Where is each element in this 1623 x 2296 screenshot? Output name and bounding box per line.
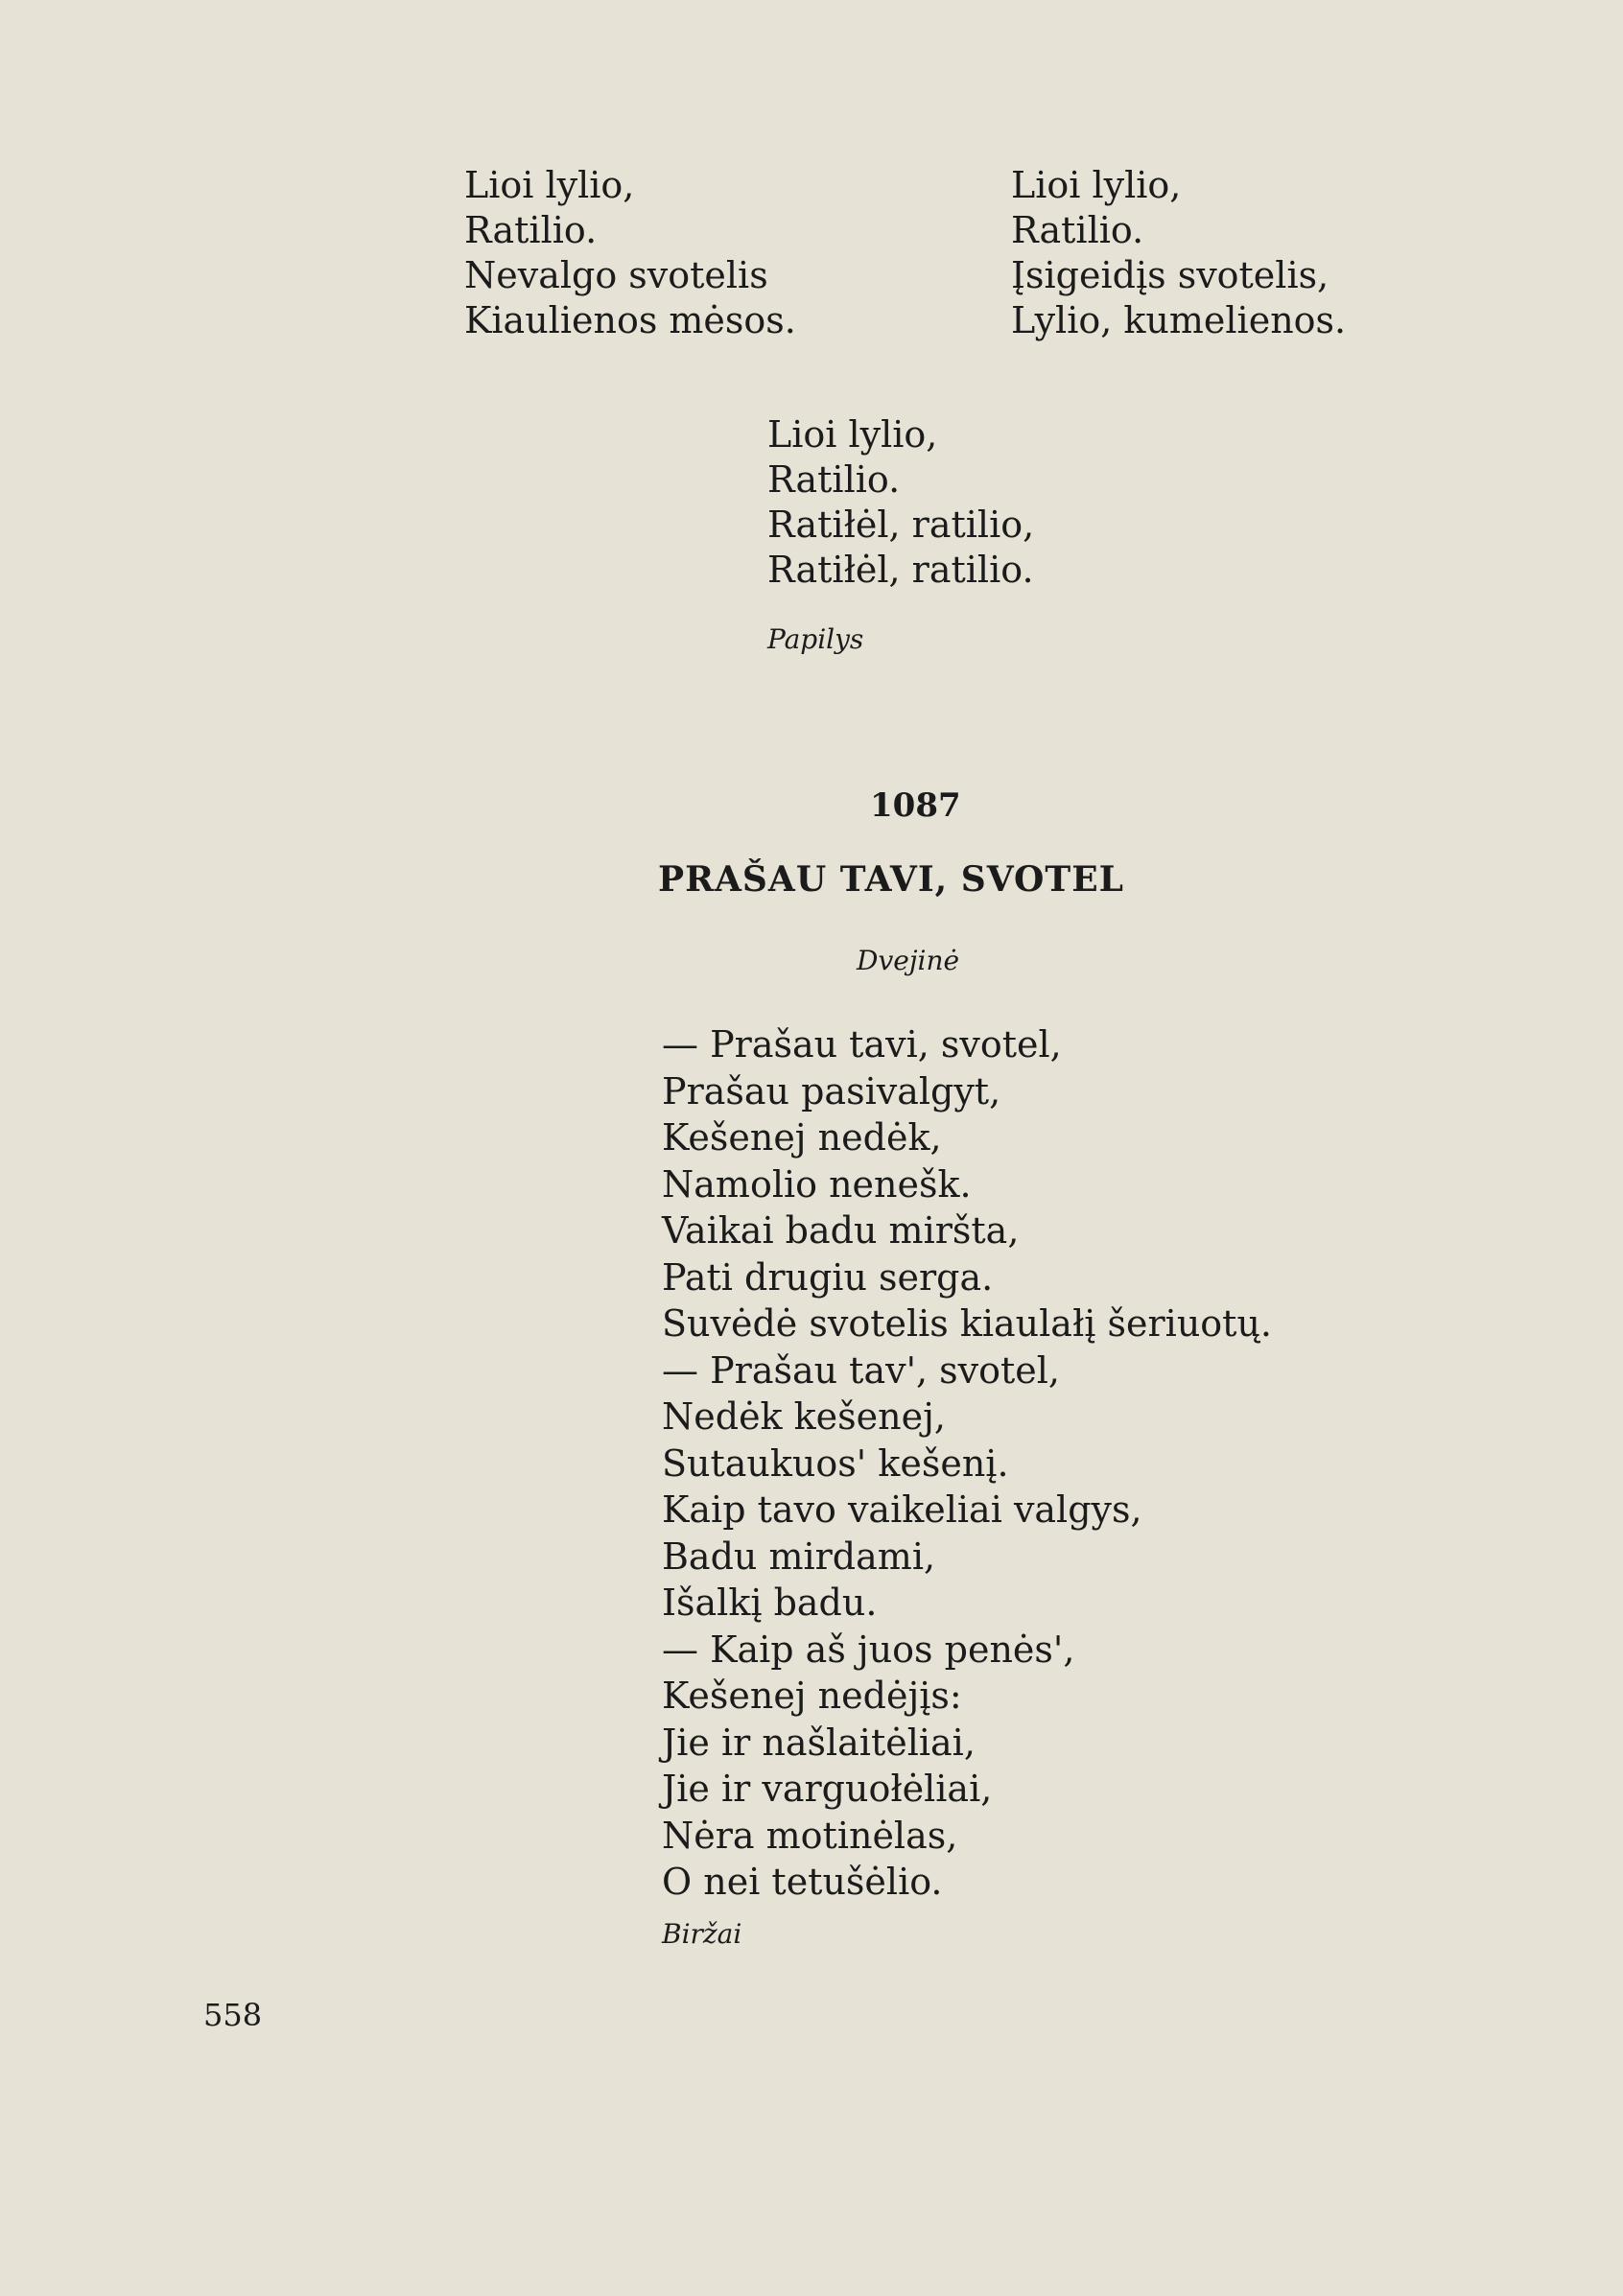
lyric-line: Nedėk kešenej, [662, 1395, 946, 1438]
lyric-line: — Kaip aš juos penės', [662, 1628, 1075, 1671]
lyric-line: Jie ir varguołėliai, [662, 1768, 993, 1810]
lyric-line: Vaikai badu miršta, [662, 1209, 1020, 1252]
verse-line: Ratiłėl, ratilio, [767, 504, 1035, 546]
verse-line: Įsigeidįs svotelis, [1011, 254, 1329, 296]
top-left-stanza [464, 163, 796, 343]
verse-line: Kiaulienos mėsos. [464, 299, 796, 341]
page-number: 558 [203, 1997, 263, 2033]
verse-line: Ratilio. [464, 209, 598, 251]
lyric-line: Suvėdė svotelis kiaulałį šeriuotų. [662, 1302, 1272, 1345]
lyric-line: Prašau pasivalgyt, [662, 1069, 1001, 1113]
lyric-line: — Prašau tav', svotel, [662, 1348, 1061, 1392]
lyric-line: Kešenej nedėjįs: [662, 1675, 962, 1717]
top-right-stanza [1011, 163, 1346, 343]
lyric-line: Jie ir našlaitėliai, [662, 1721, 976, 1764]
song-number: 1087 [870, 786, 961, 825]
lyric-line: Kaip tavo vaikeliai valgys, [662, 1488, 1142, 1531]
song-lyrics [662, 1021, 1272, 1906]
lyric-line: O nei tetušėlio. [662, 1861, 943, 1903]
center-stanza [767, 412, 1034, 593]
verse-line: Ratilio. [767, 458, 901, 501]
song-title: PRAŠAU TAVI, SVOTEL [658, 859, 1124, 900]
lyric-line: Nėra motinėlas, [662, 1814, 958, 1857]
lyric-line: Badu mirdami, [662, 1535, 936, 1578]
lyric-line: Namolio nenešk. [662, 1162, 972, 1206]
lyric-line: Išalkį badu. [662, 1581, 878, 1624]
verse-line: Lioi lylio, [464, 164, 635, 206]
lyric-line: Pati drugiu serga. [662, 1255, 994, 1299]
lyric-line: Sutaukuos' kešenį. [662, 1441, 1009, 1485]
place-note-birzai: Biržai [662, 1918, 742, 1950]
verse-line: Ratilio. [1011, 209, 1144, 251]
place-note-papilys: Papilys [767, 623, 864, 655]
lyric-line: — Prašau tavi, svotel, [662, 1023, 1062, 1066]
lyric-line: Kešenej nedėk, [662, 1116, 942, 1159]
verse-line: Lylio, kumelienos. [1011, 299, 1347, 341]
song-subtitle: Dvejinė [857, 945, 960, 976]
verse-line: Lioi lylio, [767, 413, 938, 456]
verse-line: Lioi lylio, [1011, 164, 1182, 206]
verse-line: Nevalgo svotelis [464, 254, 768, 296]
verse-line: Ratiłėl, ratilio. [767, 549, 1034, 591]
